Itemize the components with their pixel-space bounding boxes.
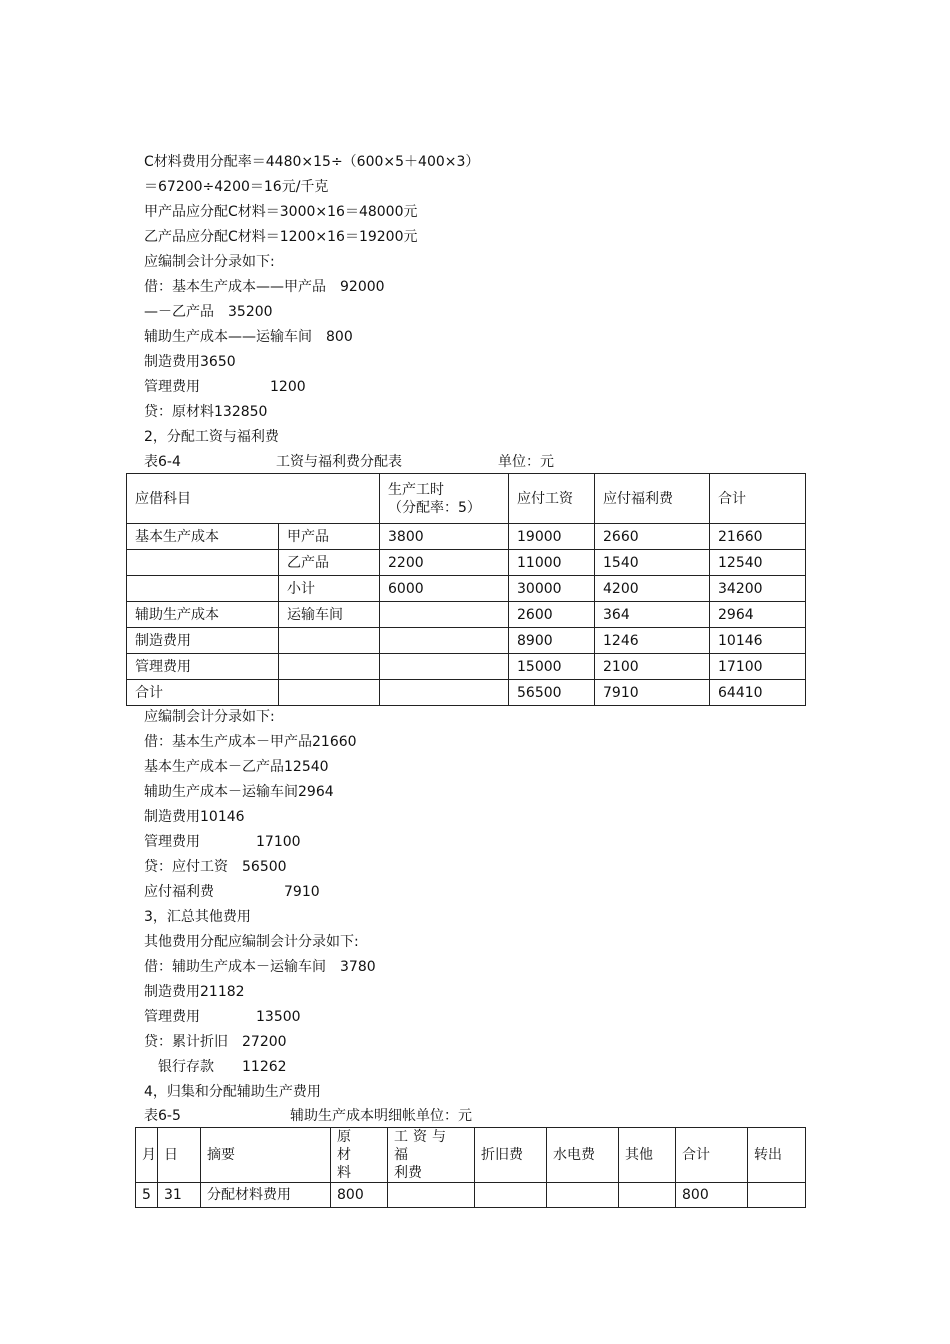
text-line: —－乙产品 35200 bbox=[144, 304, 273, 320]
header-wage-line1: 工资与福 bbox=[394, 1129, 451, 1163]
cell: 15000 bbox=[509, 654, 595, 680]
cell bbox=[127, 550, 279, 576]
cell: 3800 bbox=[380, 524, 509, 550]
text-line: 银行存款 11262 bbox=[144, 1059, 287, 1075]
cell: 分配材料费用 bbox=[201, 1183, 331, 1208]
header-material bbox=[331, 1128, 388, 1183]
cell: 800 bbox=[331, 1183, 388, 1208]
text-line: 管理费用 1200 bbox=[144, 379, 306, 395]
text-line: 管理费用 13500 bbox=[144, 1009, 301, 1025]
table-unit: 单位：元 bbox=[498, 454, 554, 470]
cell: 19000 bbox=[509, 524, 595, 550]
cell: 4200 bbox=[595, 576, 710, 602]
cell: 34200 bbox=[710, 576, 806, 602]
cell: 7910 bbox=[595, 680, 710, 706]
header-account: 应借科目 bbox=[127, 474, 380, 524]
cell: 6000 bbox=[380, 576, 509, 602]
text-line: 甲产品应分配C材料＝3000×16＝48000元 bbox=[144, 204, 418, 220]
text-line: C材料费用分配率＝4480×15÷（600×5＋400×3） bbox=[144, 154, 480, 170]
cell: 管理费用 bbox=[127, 654, 279, 680]
text-line: 制造费用10146 bbox=[144, 809, 245, 825]
cell: 基本生产成本 bbox=[127, 524, 279, 550]
text-line: 借：基本生产成本－甲产品21660 bbox=[144, 734, 357, 750]
text-line: 管理费用 17100 bbox=[144, 834, 301, 850]
table-label: 表6-5 bbox=[144, 1108, 181, 1124]
cell bbox=[748, 1183, 806, 1208]
cell bbox=[279, 680, 380, 706]
table-row bbox=[127, 576, 806, 602]
header-day: 日 bbox=[158, 1128, 201, 1183]
header-hours-line1: 生产工时 bbox=[388, 481, 444, 498]
cell bbox=[127, 576, 279, 602]
cell bbox=[380, 654, 509, 680]
header-wage-welfare bbox=[388, 1128, 475, 1183]
cell: 31 bbox=[158, 1183, 201, 1208]
table-header-row bbox=[136, 1128, 806, 1183]
text-line: 贷：原材料132850 bbox=[144, 404, 268, 420]
cell: 甲产品 bbox=[279, 524, 380, 550]
cell: 乙产品 bbox=[279, 550, 380, 576]
cell: 2600 bbox=[509, 602, 595, 628]
header-utilities: 水电费 bbox=[547, 1128, 619, 1183]
cell: 30000 bbox=[509, 576, 595, 602]
table-row bbox=[127, 628, 806, 654]
table-title: 工资与福利费分配表 bbox=[276, 454, 402, 470]
header-month: 月 bbox=[136, 1128, 158, 1183]
table-header-row bbox=[127, 474, 806, 524]
cell: 21660 bbox=[710, 524, 806, 550]
table-row bbox=[127, 602, 806, 628]
cell bbox=[279, 654, 380, 680]
cell: 11000 bbox=[509, 550, 595, 576]
auxiliary-cost-ledger-table bbox=[135, 1127, 806, 1208]
cell: 5 bbox=[136, 1183, 158, 1208]
header-transfer: 转出 bbox=[748, 1128, 806, 1183]
header-material-line1: 原 材 bbox=[337, 1129, 356, 1163]
text-line: 应付福利费 7910 bbox=[144, 884, 320, 900]
header-material-line2: 料 bbox=[337, 1165, 351, 1181]
cell: 制造费用 bbox=[127, 628, 279, 654]
header-total: 合计 bbox=[710, 474, 806, 524]
table-row bbox=[127, 550, 806, 576]
cell: 小计 bbox=[279, 576, 380, 602]
text-line: 应编制会计分录如下: bbox=[144, 709, 275, 725]
text-line: 制造费用21182 bbox=[144, 984, 245, 1000]
cell: 56500 bbox=[509, 680, 595, 706]
text-line: 基本生产成本－乙产品12540 bbox=[144, 759, 329, 775]
text-line: 制造费用3650 bbox=[144, 354, 236, 370]
text-line: 其他费用分配应编制会计分录如下: bbox=[144, 934, 359, 950]
text-line: 2，分配工资与福利费 bbox=[144, 429, 279, 445]
cell: 12540 bbox=[710, 550, 806, 576]
cell: 364 bbox=[595, 602, 710, 628]
text-line: 辅助生产成本－运输车间2964 bbox=[144, 784, 334, 800]
header-wages: 应付工资 bbox=[509, 474, 595, 524]
cell: 800 bbox=[676, 1183, 748, 1208]
cell: 1540 bbox=[595, 550, 710, 576]
cell: 辅助生产成本 bbox=[127, 602, 279, 628]
cell: 8900 bbox=[509, 628, 595, 654]
cell bbox=[279, 628, 380, 654]
text-line: 应编制会计分录如下: bbox=[144, 254, 275, 270]
header-hours-line2: （分配率：5） bbox=[388, 499, 481, 516]
cell bbox=[380, 602, 509, 628]
text-line: 3，汇总其他费用 bbox=[144, 909, 251, 925]
table-row bbox=[127, 524, 806, 550]
table-row bbox=[127, 654, 806, 680]
table-row bbox=[136, 1183, 806, 1208]
text-line: 借：辅助生产成本－运输车间 3780 bbox=[144, 959, 376, 975]
cell: 64410 bbox=[710, 680, 806, 706]
cell bbox=[388, 1183, 475, 1208]
cell bbox=[380, 628, 509, 654]
table-label: 表6-4 bbox=[144, 454, 181, 470]
text-line: ＝67200÷4200＝16元/千克 bbox=[144, 179, 329, 195]
table-title: 辅助生产成本明细帐单位：元 bbox=[290, 1108, 472, 1124]
text-line: 借：基本生产成本——甲产品 92000 bbox=[144, 279, 385, 295]
header-summary: 摘要 bbox=[201, 1128, 331, 1183]
cell bbox=[547, 1183, 619, 1208]
text-line: 辅助生产成本——运输车间 800 bbox=[144, 329, 353, 345]
cell: 合计 bbox=[127, 680, 279, 706]
text-line: 贷：累计折旧 27200 bbox=[144, 1034, 287, 1050]
cell: 17100 bbox=[710, 654, 806, 680]
cell: 2200 bbox=[380, 550, 509, 576]
header-other: 其他 bbox=[619, 1128, 676, 1183]
cell: 1246 bbox=[595, 628, 710, 654]
text-line: 乙产品应分配C材料＝1200×16＝19200元 bbox=[144, 229, 418, 245]
cell: 2964 bbox=[710, 602, 806, 628]
cell: 2100 bbox=[595, 654, 710, 680]
text-line: 贷：应付工资 56500 bbox=[144, 859, 287, 875]
header-wage-line2: 利费 bbox=[394, 1165, 422, 1181]
header-welfare: 应付福利费 bbox=[595, 474, 710, 524]
cell: 2660 bbox=[595, 524, 710, 550]
wage-allocation-table bbox=[126, 473, 806, 706]
cell bbox=[619, 1183, 676, 1208]
header-hours bbox=[380, 474, 509, 524]
header-total: 合计 bbox=[676, 1128, 748, 1183]
cell bbox=[475, 1183, 547, 1208]
text-line: 4，归集和分配辅助生产费用 bbox=[144, 1084, 321, 1100]
cell: 10146 bbox=[710, 628, 806, 654]
cell bbox=[380, 680, 509, 706]
cell: 运输车间 bbox=[279, 602, 380, 628]
header-depreciation: 折旧费 bbox=[475, 1128, 547, 1183]
table-total-row bbox=[127, 680, 806, 706]
